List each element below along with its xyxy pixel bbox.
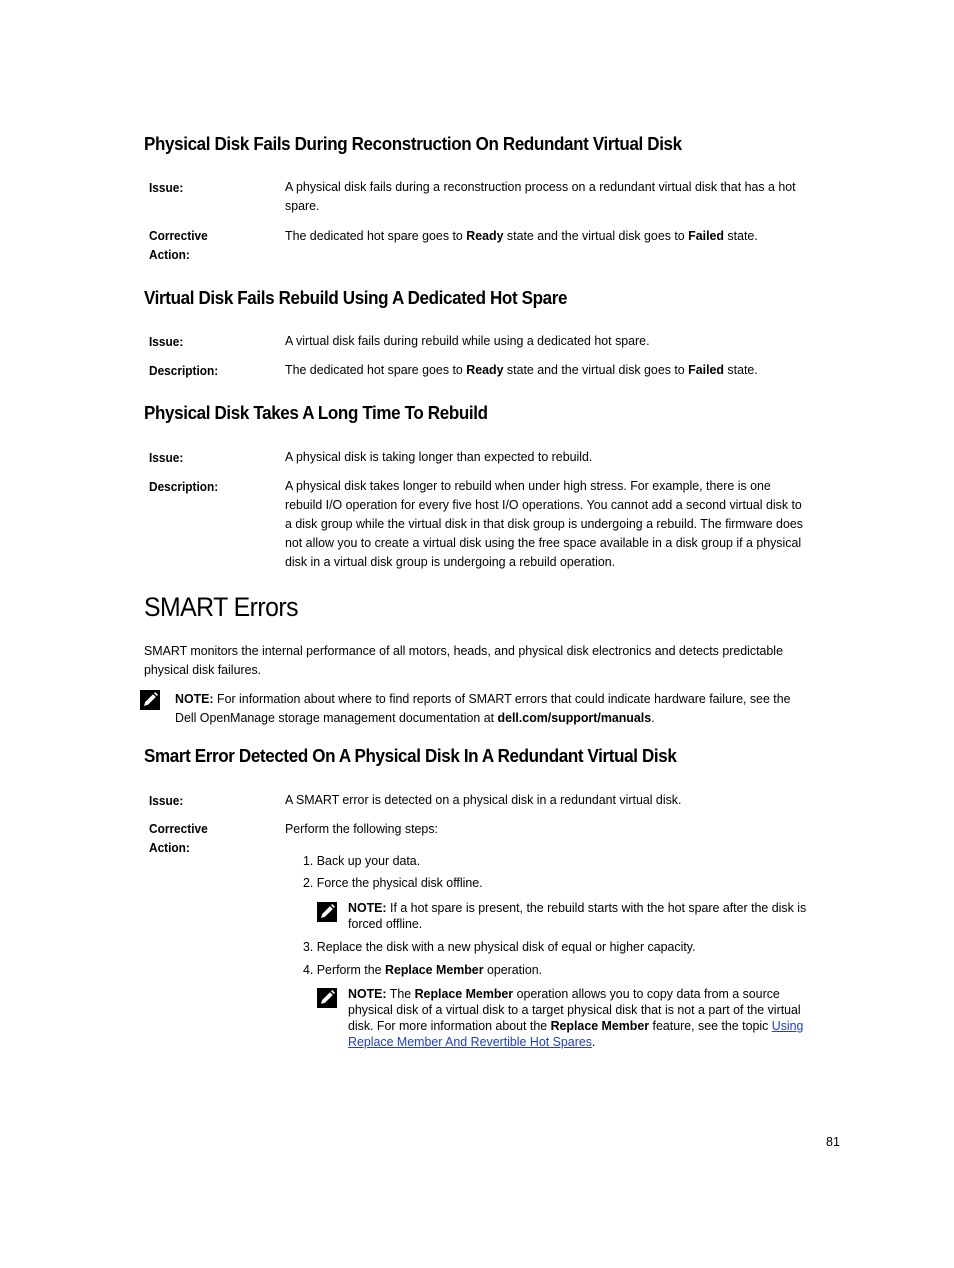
section-heading: Smart Error Detected On A Physical Disk In A Redundant Virtual Disk <box>144 745 677 766</box>
issue-text: A SMART error is detected on a physical disk in a redundant virtual disk. <box>285 792 682 807</box>
intro-paragraph: SMART monitors the internal performance of all motors, heads, and physical disk electronics and detects predictable physical disk failures. <box>144 643 783 677</box>
corrective-label-line2: Action: <box>149 840 190 855</box>
corrective-label-line1: Corrective <box>149 228 208 243</box>
corrective-text: The dedicated hot spare goes to Ready state and the virtual disk goes to Failed state. <box>285 228 758 243</box>
description-label: Description: <box>149 363 219 378</box>
replace-member-link[interactable]: Using <box>771 1018 804 1033</box>
page-title: SMART Errors <box>144 592 298 622</box>
description-text: The dedicated hot spare goes to Ready state and the virtual disk goes to Failed state. <box>285 362 758 377</box>
note-pencil-icon <box>317 988 337 1008</box>
description-text: A physical disk takes longer to rebuild when under high stress. For example, there is one rebuild I/O operation for every five host I/O operations. You cannot add a second virtual disk to a disk group while the virtual disk in that disk group is undergoing a rebuild. The firmware does not allow you to create a virtual disk using the free space available in a disk group if a physical disk in a virtual disk group is undergoing a rebuild operation. <box>285 478 803 569</box>
note-block: NOTE: The Replace Member operation allows you to copy data from a source physical disk of a virtual disk to a target physical disk that is not a part of the virtual disk. For more information about the Replace Member feature, see the topic Using Replace Member And Revertible Hot Spares. <box>348 986 804 1049</box>
page-number: 81 <box>826 1135 840 1149</box>
issue-label: Issue: <box>149 793 184 808</box>
section-heading: Physical Disk Takes A Long Time To Rebuild <box>144 402 488 423</box>
section-heading: Physical Disk Fails During Reconstruction On Redundant Virtual Disk <box>144 133 682 154</box>
step-item: 4. Perform the Replace Member operation. <box>303 962 543 977</box>
action-intro: Perform the following steps: <box>285 821 438 836</box>
note-pencil-icon <box>317 902 337 922</box>
issue-label: Issue: <box>149 334 184 349</box>
note-block: NOTE: For information about where to find reports of SMART errors that could indicate hardware failure, see the Dell OpenManage storage management documentation at dell.com/support/manuals. <box>175 691 791 725</box>
step-item: 2. Force the physical disk offline. <box>303 875 483 890</box>
description-label: Description: <box>149 479 219 494</box>
issue-text: A virtual disk fails during rebuild while using a dedicated hot spare. <box>285 333 650 348</box>
issue-label: Issue: <box>149 180 184 195</box>
replace-member-link[interactable]: Replace Member And Revertible Hot Spares <box>348 1034 592 1049</box>
corrective-label-line2: Action: <box>149 247 190 262</box>
step-item: 1. Back up your data. <box>303 853 421 868</box>
note-pencil-icon <box>140 690 160 710</box>
corrective-label-line1: Corrective <box>149 821 208 836</box>
issue-label: Issue: <box>149 450 184 465</box>
issue-text: A physical disk fails during a reconstruction process on a redundant virtual disk that has a hot spare. <box>285 179 796 213</box>
step-item: 3. Replace the disk with a new physical disk of equal or higher capacity. <box>303 939 696 954</box>
issue-text: A physical disk is taking longer than expected to rebuild. <box>285 449 593 464</box>
section-heading: Virtual Disk Fails Rebuild Using A Dedicated Hot Spare <box>144 287 568 308</box>
note-block: NOTE: If a hot spare is present, the rebuild starts with the hot spare after the disk is forced offline. <box>348 900 807 931</box>
